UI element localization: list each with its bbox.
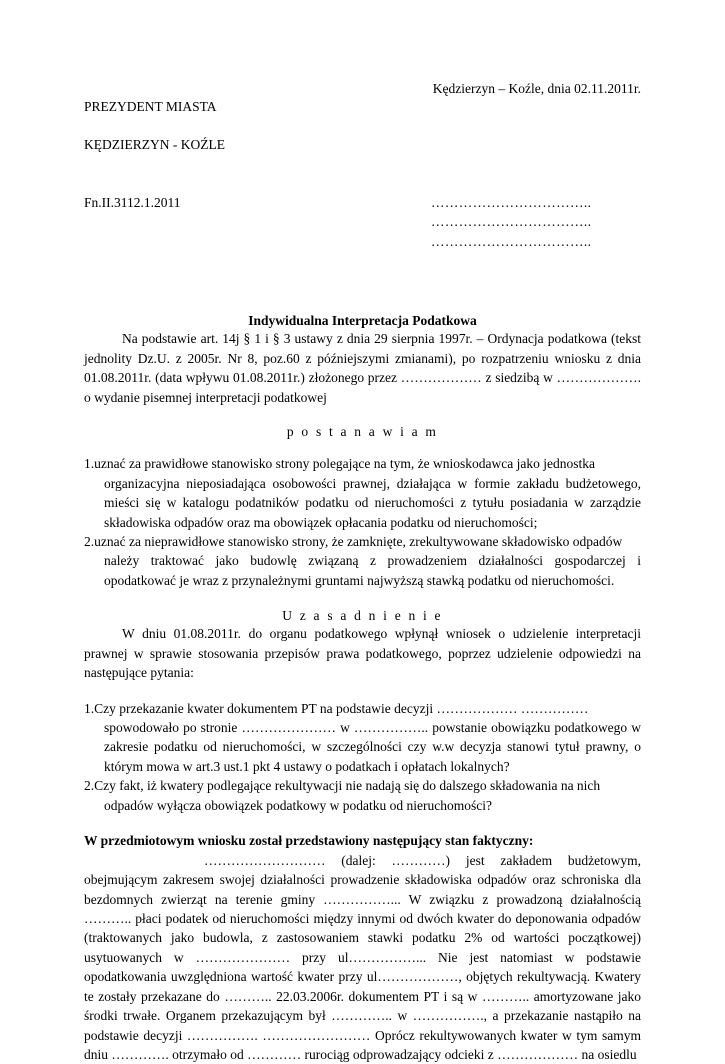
document-title: Indywidualna Interpretacja Podatkowa bbox=[248, 313, 477, 329]
issuer-line-2: KĘDZIERZYN - KOŹLE bbox=[84, 137, 225, 153]
list-item bbox=[84, 454, 641, 532]
decision-item-body: należy traktować jako budowlę związaną z prowadzeniem działalności gospodarczej i opodatkować je wraz z przynależnymi gruntami najwyższą stawką podatku od nieruchomości. bbox=[104, 553, 641, 588]
facts-paragraph: ……………………… (dalej: …………) jest zakładem budżetowym, obejmującym zakresem swojej działalności prowadzenie składowiska odpadów oraz schroniska dla bezdomnych zwierząt na terenie gminy ……………... W związku z prowadzoną działalnością ……….. płaci podatek od nieruchomości między innymi od dwóch kwater do deponowania odpadów (traktowanych jako budowla, z zastosowaniem stawki podatku 2% od wartości początkowej) usytuowanych w ………………… przy ul……………... Nie jest natomiast w podstawie opodatkowania uwzględniona wartość kwater przy ul………………, objętych rekultywacją. Kwatery te zostały przekazane do ……….. 22.03.2006r. dokumentem PT i są w ……….. amortyzowane jako środki trwałe. Organem przekazującym był ………….. w ……………., a przekazanie nastąpiło na podstawie decyzji ……………. …………………… Oprócz rekultywowanych kwater w tym samym dniu …………. otrzymało od ………… rurociąg odprowadzający odcieki z ……………… na osiedlu bbox=[84, 852, 641, 1063]
decision-list bbox=[84, 454, 641, 590]
legal-basis-paragraph: Na podstawie art. 14j § 1 i § 3 ustawy z dnia 29 sierpnia 1997r. – Ordynacja podatkowa (tekst jednolity Dz.U. z 2005r. Nr 8, poz.60 z późniejszymi zmianami), po rozpatrzeniu wniosku z dnia 01.08.2011r. (data wpływu 01.08.2011r.) złożonego przez ……………… z siedzibą w ………………. o wydanie pisemnej interpretacji podatkowej bbox=[84, 331, 641, 405]
questions-list bbox=[84, 699, 641, 816]
question-number: 2. bbox=[84, 778, 95, 794]
justification-heading: U z a s a d n i e n i e bbox=[282, 608, 443, 624]
dotted-line-2: …………………………….. bbox=[431, 214, 592, 230]
list-item bbox=[84, 532, 641, 590]
place-and-date: Kędzierzyn – Koźle, dnia 02.11.2011r. bbox=[432, 81, 641, 96]
decision-item-first-line: uznać za prawidłowe stanowisko strony polegające na tym, że wnioskodawca jako jednostka bbox=[94, 456, 595, 472]
decision-heading: p o s t a n a w i a m bbox=[286, 424, 439, 440]
dotted-line-1: …………………………….. bbox=[431, 194, 592, 210]
reference-row bbox=[84, 193, 641, 252]
decision-item-number: 2. bbox=[84, 533, 95, 549]
reference-number: Fn.II.3112.1.2011 bbox=[84, 194, 181, 210]
question-first-line: Czy przekazanie kwater dokumentem PT na podstawie decyzji ……………… …………… bbox=[94, 700, 589, 716]
question-first-line: Czy fakt, iż kwatery podlegające rekultywacji nie nadają się do dalszego składowania na nich bbox=[94, 778, 601, 794]
list-item bbox=[84, 776, 641, 815]
list-item bbox=[84, 699, 641, 777]
dotted-line-3: …………………………….. bbox=[431, 233, 592, 249]
decision-item-body: organizacyjna nieposiadająca osobowości prawnej, działająca w formie zakładu budżetowego, mieści się w katalogu podatników podatku od nieruchomości z tytułu posiadania w zarządzie składowiska odpadów oraz ma obowiązek opłacania podatku od nieruchomości; bbox=[104, 475, 641, 530]
question-body: spowodowało po stronie ………………… w …………….. powstanie obowiązku podatkowego w zakresie podatku od nieruchomości, w szczególności czy w.w decyzja stanowi tytuł prawny, o którym mowa w art.3 ust.1 pkt 4 ustawy o podatkach i opłatach lokalnych? bbox=[104, 720, 641, 774]
justification-intro-paragraph: W dniu 01.08.2011r. do organu podatkowego wpłynął wniosek o udzielenie interpretacji prawnej w sprawie stosowania przepisów prawa podatkowego, poprzez udzielenie odpowiedzi na następujące pytania: bbox=[84, 626, 641, 681]
decision-item-number: 1. bbox=[84, 456, 95, 472]
decision-item-first-line: uznać za nieprawidłowe stanowisko strony, że zamknięte, zrekultywowane składowisko odpadów bbox=[94, 533, 623, 549]
document-header bbox=[84, 78, 641, 174]
issuer-block bbox=[84, 78, 225, 174]
facts-heading: W przedmiotowym wniosku został przedstawiony następujący stan faktyczny: bbox=[84, 833, 534, 849]
issuer-line-1: PREZYDENT MIASTA bbox=[84, 99, 217, 115]
question-number: 1. bbox=[84, 700, 95, 716]
question-body: odpadów wyłącza obowiązek podatkowy w podatku od nieruchomości? bbox=[104, 797, 493, 813]
addressee-dotted-lines bbox=[431, 193, 641, 252]
